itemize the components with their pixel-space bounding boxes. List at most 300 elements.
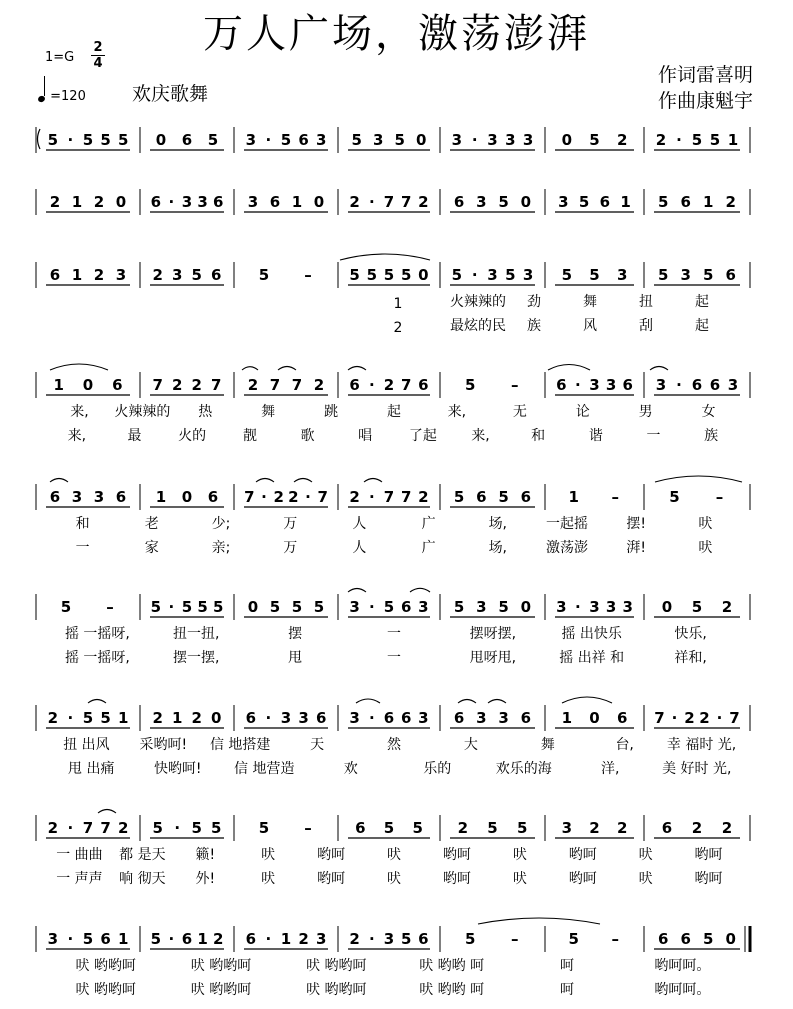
lyric-verse2: 亲; xyxy=(211,540,231,556)
lyric-verse1: 一 曲曲 xyxy=(56,847,103,863)
jianpu-note: 5 xyxy=(505,266,516,284)
jianpu-note: 1 xyxy=(117,930,129,948)
jianpu-note: 5 xyxy=(197,598,208,616)
lyric-verse1: 火辣辣的 xyxy=(450,294,506,310)
lyric-verse1: 哟呵呵。 xyxy=(654,958,711,974)
lyric-verse2: 广 xyxy=(421,540,436,556)
lyric-verse1: 起 xyxy=(695,294,709,310)
jianpu-note: 7 xyxy=(729,709,740,727)
lyric-verse1: 舞 xyxy=(583,294,597,310)
lyric-verse2: 最炫的民 xyxy=(450,318,506,334)
jianpu-note: 6 xyxy=(315,709,327,727)
lyric-verse2: 激荡澎 xyxy=(546,540,588,556)
jianpu-note: 6 xyxy=(725,266,736,284)
jianpu-note: 5 xyxy=(150,930,162,948)
lyric-verse2: 吠 xyxy=(698,540,713,556)
lyric-verse2: 起 xyxy=(695,318,709,334)
jianpu-note: 6 xyxy=(383,709,395,727)
slur xyxy=(294,479,312,483)
jianpu-note: 6 xyxy=(680,930,691,948)
jianpu-note: 0 xyxy=(416,131,427,149)
jianpu-note: 6 xyxy=(453,193,465,211)
jianpu-note: · xyxy=(265,930,272,948)
jianpu-note: 1 xyxy=(568,488,579,506)
jianpu-note: 3 xyxy=(589,376,600,394)
jianpu-note: 0 xyxy=(155,131,167,149)
jianpu-note: 1 xyxy=(620,193,631,211)
jianpu-note: · xyxy=(67,709,74,727)
lyric-verse2: 唱 xyxy=(358,428,373,444)
lyric-verse1: 吠 xyxy=(638,847,653,863)
lyric-verse1: 快乐, xyxy=(674,626,707,642)
jianpu-note: 5 xyxy=(152,819,163,837)
jianpu-note: 2 xyxy=(93,193,105,211)
jianpu-note: 6 xyxy=(245,709,257,727)
jianpu-note: 3 xyxy=(556,598,567,616)
jianpu-note: 5 xyxy=(498,598,509,616)
jianpu-note: 5 xyxy=(394,131,405,149)
jianpu-note: 7 xyxy=(317,488,328,506)
lyric-verse2: 摆一摆, xyxy=(173,650,220,666)
jianpu-note: 6 xyxy=(520,709,532,727)
jianpu-note: 6 xyxy=(112,376,123,394)
jianpu-note: 5 xyxy=(351,131,362,149)
jianpu-note: 6 xyxy=(418,376,429,394)
slur xyxy=(655,476,742,482)
jianpu-note: 2 xyxy=(191,709,202,727)
jianpu-note: 3 xyxy=(558,193,569,211)
jianpu-note: 1 xyxy=(71,266,83,284)
jianpu-note: 1 xyxy=(197,930,208,948)
lyric-verse2: 甩呀甩, xyxy=(469,650,517,666)
jianpu-note: 6 xyxy=(207,488,219,506)
jianpu-note: 2 xyxy=(152,266,163,284)
jianpu-note: 7 xyxy=(291,376,303,394)
lyric-verse1: 无 xyxy=(512,404,527,420)
jianpu-note: 3 xyxy=(498,709,509,727)
lyric-verse1: 吠 xyxy=(698,516,713,532)
jianpu-note: 3 xyxy=(115,266,127,284)
jianpu-note: 2 xyxy=(589,819,600,837)
jianpu-note: 0 xyxy=(418,266,429,284)
jianpu-note: · xyxy=(67,819,74,837)
lyric-verse1: 摆! xyxy=(626,516,647,532)
jianpu-note: 5 xyxy=(568,930,579,948)
jianpu-note: 5 xyxy=(211,819,222,837)
jianpu-note: 3 xyxy=(522,266,534,284)
jianpu-note: 5 xyxy=(561,266,573,284)
jianpu-note: 6 xyxy=(453,709,465,727)
jianpu-note: 6 xyxy=(49,488,61,506)
jianpu-note: 6 xyxy=(181,930,193,948)
jianpu-note: 1 xyxy=(727,131,739,149)
jianpu-note: 7 xyxy=(654,709,665,727)
jianpu-note: 6 xyxy=(658,930,669,948)
jianpu-note: 6 xyxy=(556,376,567,394)
jianpu-note: 1 xyxy=(172,709,183,727)
slur xyxy=(348,367,366,371)
jianpu-note: 5 xyxy=(207,131,219,149)
jianpu-note: 2 xyxy=(247,376,259,394)
slur xyxy=(410,588,430,592)
jianpu-note: 5 xyxy=(212,598,224,616)
jianpu-note: 3 xyxy=(315,930,327,948)
tempo-value: =120 xyxy=(50,89,86,104)
lyric-verse1: 采哟呵! xyxy=(139,737,188,753)
jianpu-note: 2 xyxy=(172,376,183,394)
jianpu-note: 6 xyxy=(49,266,61,284)
page-title: 万人广场，激荡澎湃 xyxy=(203,11,590,57)
jianpu-note: 2 xyxy=(684,709,695,727)
lyric-verse2: 外! xyxy=(195,871,216,887)
lyric-verse2: 一 xyxy=(646,428,661,444)
lyric-verse1: 吠 xyxy=(387,847,401,863)
jianpu-note: 1 xyxy=(291,193,303,211)
jianpu-note: – xyxy=(511,376,519,394)
jianpu-note: 3 xyxy=(418,709,429,727)
jianpu-note: 5 xyxy=(703,930,714,948)
lyric-verse1: 摇 出快乐 xyxy=(561,626,622,642)
jianpu-note: 2 xyxy=(725,193,736,211)
jianpu-note: 5 xyxy=(589,266,600,284)
jianpu-note: 7 xyxy=(100,819,111,837)
lyric-verse1: 来, xyxy=(447,404,467,420)
jianpu-note: 5 xyxy=(487,819,498,837)
jianpu-note: 2 xyxy=(273,488,284,506)
jianpu-note: · xyxy=(67,131,74,149)
jianpu-note: 7 xyxy=(400,376,412,394)
lyric-verse1: 男 xyxy=(638,404,653,420)
jianpu-note: 6 xyxy=(181,131,193,149)
jianpu-note: 5 xyxy=(269,598,281,616)
lyric-verse2: 哟呵呵。 xyxy=(654,982,711,998)
jianpu-note: 6 xyxy=(100,930,111,948)
lyric-verse1: 哟呵 xyxy=(317,847,346,863)
jianpu-note: · xyxy=(368,376,375,394)
lyric-verse1: 扭 xyxy=(639,294,653,310)
jianpu-note: 0 xyxy=(211,709,222,727)
jianpu-note: · xyxy=(265,131,272,149)
verse-number: 1 xyxy=(393,296,403,312)
slur xyxy=(50,479,68,483)
jianpu-note: 2 xyxy=(616,131,628,149)
jianpu-note: · xyxy=(716,709,723,727)
jianpu-note: 3 xyxy=(71,488,83,506)
lyric-verse1: 火辣辣的 xyxy=(114,404,171,420)
lyric-verse2: 最 xyxy=(127,428,142,444)
jianpu-note: 3 xyxy=(522,131,534,149)
jianpu-note: 7 xyxy=(400,193,412,211)
jianpu-note: 5 xyxy=(313,598,325,616)
lyric-verse2: 美 好时 光, xyxy=(662,761,732,777)
jianpu-note: 6 xyxy=(245,930,257,948)
jianpu-note: 0 xyxy=(520,598,532,616)
lyric-verse2: 响 彻天 xyxy=(119,871,166,887)
verse-number: 2 xyxy=(393,320,403,336)
jianpu-note: 5 xyxy=(400,930,412,948)
jianpu-note: 5 xyxy=(498,488,509,506)
slur xyxy=(50,364,108,370)
jianpu-note: · xyxy=(261,488,267,506)
lyric-verse2: 靓 xyxy=(242,428,257,444)
jianpu-note: 0 xyxy=(313,193,325,211)
jianpu-note: 6 xyxy=(616,709,628,727)
lyric-verse1: 吠 xyxy=(261,847,276,863)
jianpu-note: · xyxy=(67,930,74,948)
jianpu-note: 0 xyxy=(725,930,736,948)
lyric-verse1: 吠 哟哟呵 xyxy=(75,958,136,974)
jianpu-note: · xyxy=(471,131,478,149)
lyric-verse1: 一起摇 xyxy=(546,516,588,532)
jianpu-note: 5 xyxy=(658,193,669,211)
jianpu-note: 3 xyxy=(680,266,691,284)
jianpu-note: 2 xyxy=(191,376,202,394)
jianpu-note: 5 xyxy=(383,266,395,284)
jianpu-note: 2 xyxy=(288,488,299,506)
jianpu-note: 3 xyxy=(349,709,360,727)
jianpu-note: · xyxy=(676,131,682,149)
jianpu-note: 2 xyxy=(212,930,224,948)
jianpu-note: 3 xyxy=(487,266,498,284)
jianpu-note: 5 xyxy=(280,131,292,149)
lyric-verse2: 哟呵 xyxy=(442,871,471,887)
jianpu-note: 7 xyxy=(82,819,94,837)
lyric-verse2: 一 xyxy=(75,540,90,556)
jianpu-note: 5 xyxy=(453,488,465,506)
lyric-verse2: 祥和, xyxy=(674,650,707,666)
lyric-verse1: 和 xyxy=(75,516,90,532)
jianpu-note: 1 xyxy=(155,488,167,506)
jianpu-note: 5 xyxy=(100,131,111,149)
jianpu-note: 2 xyxy=(457,819,469,837)
jianpu-note: 3 xyxy=(622,598,633,616)
jianpu-note: 2 xyxy=(616,819,628,837)
lyric-verse2: 吠 哟哟呵 xyxy=(75,982,136,998)
jianpu-note: 5 xyxy=(691,131,703,149)
lyric-verse1: 舞 xyxy=(261,404,276,420)
lyric-verse1: 吠 哟哟呵 xyxy=(306,958,367,974)
jianpu-note: · xyxy=(575,376,581,394)
lyric-verse2: 吠 xyxy=(638,871,653,887)
lyric-verse2: 万 xyxy=(283,540,298,556)
lyric-verse2: 哟呵 xyxy=(568,871,597,887)
lyric-verse1: 幸 福时 光, xyxy=(666,737,737,753)
slur xyxy=(488,700,506,704)
lyric-verse1: 少; xyxy=(211,516,231,532)
jianpu-note: 6 xyxy=(680,193,691,211)
slur xyxy=(548,365,590,371)
jianpu-note: 7 xyxy=(152,376,163,394)
jianpu-note: · xyxy=(368,488,375,506)
jianpu-note: 6 xyxy=(709,376,721,394)
jianpu-note: 5 xyxy=(400,266,412,284)
jianpu-note: 3 xyxy=(349,598,360,616)
jianpu-note: · xyxy=(305,488,311,506)
slur xyxy=(278,367,296,371)
lyric-verse1: 扭一扭, xyxy=(173,626,220,642)
jianpu-note: · xyxy=(168,598,175,616)
lyric-verse1: 来, xyxy=(70,404,89,420)
lyric-verse1: 人 xyxy=(352,516,367,532)
jianpu-note: 0 xyxy=(181,488,193,506)
lyric-verse1: 吠 哟哟 呵 xyxy=(419,958,485,974)
lyric-verse2: 一 xyxy=(387,650,401,666)
lyric-verse1: 呵 xyxy=(560,958,574,974)
jianpu-note: 5 xyxy=(465,376,476,394)
jianpu-note: – xyxy=(611,930,619,948)
jianpu-note: 5 xyxy=(191,266,202,284)
meter-bottom: 4 xyxy=(93,56,103,71)
lyric-verse2: 来, xyxy=(67,428,87,444)
jianpu-note: 0 xyxy=(115,193,127,211)
lyric-verse1: 都 是天 xyxy=(119,847,166,863)
jianpu-note: 2 xyxy=(49,193,61,211)
jianpu-note: · xyxy=(471,266,478,284)
lyric-verse2: 刮 xyxy=(639,318,653,334)
jianpu-note: 3 xyxy=(727,376,739,394)
jianpu-note: 3 xyxy=(298,709,309,727)
jianpu-note: 3 xyxy=(383,930,395,948)
jianpu-note: 3 xyxy=(487,131,498,149)
lyric-verse2: 吠 哟哟呵 xyxy=(306,982,367,998)
jianpu-note: · xyxy=(671,709,678,727)
jianpu-note: · xyxy=(368,598,375,616)
jianpu-note: 2 xyxy=(655,131,667,149)
lyric-verse2: 摇 一摇呀, xyxy=(64,650,130,666)
jianpu-note: 3 xyxy=(181,193,193,211)
jianpu-note: 5 xyxy=(82,131,94,149)
jianpu-note: 3 xyxy=(245,131,257,149)
lyric-verse2: 乐的 xyxy=(423,761,452,777)
slur xyxy=(356,699,380,703)
lyric-verse1: 台, xyxy=(615,737,634,753)
jianpu-note: 6 xyxy=(298,131,309,149)
lyric-verse2: 吠 xyxy=(512,871,527,887)
jianpu-note: 7 xyxy=(383,488,395,506)
slur xyxy=(650,367,668,371)
lyric-verse1: 起 xyxy=(387,404,401,420)
jianpu-note: 3 xyxy=(172,266,183,284)
jianpu-note: 5 xyxy=(498,193,509,211)
lyric-verse2: 和 xyxy=(531,428,546,444)
jianpu-note: 3 xyxy=(47,930,59,948)
lyric-verse2: 洋, xyxy=(601,761,620,777)
lyric-verse2: 家 xyxy=(144,540,159,556)
jianpu-note: 2 xyxy=(721,598,733,616)
lyric-verse1: 籁! xyxy=(195,847,216,863)
jianpu-note: 3 xyxy=(605,598,617,616)
lyric-verse1: 热 xyxy=(198,404,213,420)
slur xyxy=(364,479,382,483)
jianpu-note: 1 xyxy=(561,709,573,727)
jianpu-note: 3 xyxy=(561,819,573,837)
jianpu-note: 2 xyxy=(699,709,710,727)
jianpu-note: 6 xyxy=(599,193,611,211)
jianpu-note: 6 xyxy=(400,709,412,727)
lyric-verse1: 摆呀摆, xyxy=(469,626,517,642)
lyric-verse2: 火的 xyxy=(178,428,207,444)
jianpu-note: 5 xyxy=(451,266,463,284)
jianpu-note: 6 xyxy=(115,488,127,506)
lyric-verse2: 了起 xyxy=(408,428,437,444)
jianpu-note: 5 xyxy=(181,598,193,616)
slur xyxy=(348,589,366,593)
jianpu-note: 5 xyxy=(453,598,465,616)
lyric-verse1: 一 xyxy=(387,626,401,642)
slur xyxy=(256,479,274,483)
lyric-verse1: 然 xyxy=(387,737,401,753)
jianpu-note: · xyxy=(368,930,375,948)
jianpu-note: 1 xyxy=(117,709,129,727)
jianpu-note: 2 xyxy=(93,266,105,284)
lyric-verse1: 哟呵 xyxy=(568,847,597,863)
slur xyxy=(562,697,612,703)
lyric-verse2: 人 xyxy=(352,540,367,556)
lyric-verse1: 哟呵 xyxy=(442,847,471,863)
jianpu-note: · xyxy=(575,598,581,616)
lyric-verse1: 吠 xyxy=(512,847,527,863)
slur xyxy=(478,918,600,924)
jianpu-note: · xyxy=(368,193,375,211)
jianpu-note: 3 xyxy=(93,488,105,506)
jianpu-note: 5 xyxy=(709,131,721,149)
jianpu-note: 3 xyxy=(451,131,463,149)
slur xyxy=(340,254,430,260)
jianpu-note: 5 xyxy=(412,819,423,837)
jianpu-note: 0 xyxy=(82,376,94,394)
lyric-verse2: 来, xyxy=(471,428,490,444)
jianpu-note: 2 xyxy=(47,819,59,837)
jianpu-note: · xyxy=(168,193,175,211)
jianpu-note: – xyxy=(106,598,114,616)
jianpu-note: 5 xyxy=(258,819,270,837)
jianpu-note: 3 xyxy=(605,376,617,394)
jianpu-note: 6 xyxy=(520,488,532,506)
jianpu-note: 5 xyxy=(100,709,111,727)
jianpu-note: 5 xyxy=(383,598,395,616)
jianpu-note: – xyxy=(511,930,519,948)
jianpu-note: 5 xyxy=(658,266,669,284)
jianpu-note: 2 xyxy=(691,819,703,837)
jianpu-note: 5 xyxy=(150,598,162,616)
jianpu-note: 5 xyxy=(349,266,360,284)
lyric-verse1: 女 xyxy=(701,404,716,420)
jianpu-note: 2 xyxy=(349,193,360,211)
lyric-verse1: 吠 哟哟呵 xyxy=(190,958,252,974)
jianpu-note: 7 xyxy=(211,376,222,394)
lyric-verse2: 欢乐的海 xyxy=(495,761,552,777)
lyric-verse2: 歌 xyxy=(300,428,315,444)
lyric-verse2: 甩 出痛 xyxy=(68,761,115,777)
jianpu-note: 0 xyxy=(561,131,573,149)
lyric-verse1: 摇 一摇呀, xyxy=(64,626,130,642)
jianpu-note: 6 xyxy=(418,930,429,948)
jianpu-note: 2 xyxy=(418,193,429,211)
jianpu-note: 3 xyxy=(315,131,327,149)
lyric-verse1: 信 地搭建 xyxy=(209,737,271,753)
jianpu-note: 5 xyxy=(117,131,129,149)
slur xyxy=(458,700,476,704)
lyric-verse2: 吠 xyxy=(387,871,401,887)
key-signature: 1=G xyxy=(45,50,75,65)
jianpu-note: 7 xyxy=(383,193,395,211)
lyric-verse2: 欢 xyxy=(343,761,358,777)
lyric-verse2: 信 地营造 xyxy=(234,761,295,777)
jianpu-note: · xyxy=(368,709,375,727)
jianpu-note: 6 xyxy=(211,266,222,284)
jianpu-note: 3 xyxy=(655,376,667,394)
lyric-verse2: 甩 xyxy=(288,650,303,666)
